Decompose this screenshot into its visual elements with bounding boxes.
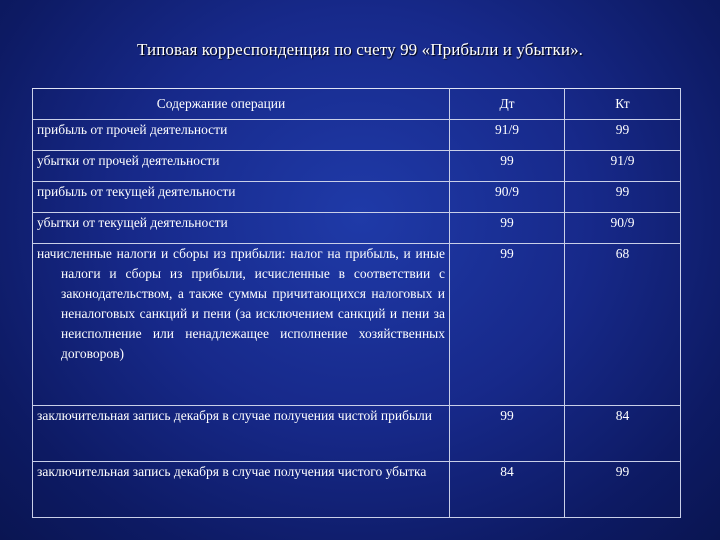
row-operation-text: убытки от прочей деятельности: [37, 153, 220, 168]
row-operation-text: прибыль от прочей деятельности: [37, 122, 228, 137]
header-credit: Кт: [565, 89, 681, 120]
row-operation: [33, 244, 450, 406]
correspondence-table: [32, 88, 681, 518]
row-operation-text: заключительная запись декабря в случае получения чистой прибыли: [37, 408, 432, 423]
table-header-row: [33, 89, 681, 120]
row-debit: 99: [450, 406, 565, 462]
row-operation-text: убытки от текущей деятельности: [37, 215, 228, 230]
row-operation: [33, 182, 450, 213]
row-debit: 99: [450, 151, 565, 182]
row-operation: [33, 151, 450, 182]
table-row: [33, 182, 681, 213]
row-credit: 90/9: [565, 213, 681, 244]
row-credit: 91/9: [565, 151, 681, 182]
row-credit: 99: [565, 120, 681, 151]
table-row: [33, 244, 681, 406]
row-debit: 84: [450, 462, 565, 518]
header-debit: Дт: [450, 89, 565, 120]
table-row: [33, 406, 681, 462]
row-credit: 68: [565, 244, 681, 406]
row-debit: 99: [450, 213, 565, 244]
table-row: [33, 151, 681, 182]
table-row: [33, 120, 681, 151]
row-credit: 99: [565, 462, 681, 518]
table-row: [33, 213, 681, 244]
row-operation-text: прибыль от текущей деятельности: [37, 184, 236, 199]
row-operation-text: начисленные налоги и сборы из прибыли: налог на прибыль, и иные налоги и сборы из прибыли, исчисленные в соответствии с законодательством, а также суммы причитающихся налоговых и неналоговых санкций и пени (за исключением санкций и пени за неисполнение или ненадлежащее исполнение хозяйственных договоров): [37, 246, 445, 361]
slide-title: Типовая корреспонденция по счету 99 «Прибыли и убытки».: [136, 40, 584, 59]
row-credit: 99: [565, 182, 681, 213]
table-row: [33, 462, 681, 518]
row-operation: [33, 406, 450, 462]
row-operation-text: заключительная запись декабря в случае получения чистого убытка: [37, 464, 427, 479]
row-operation: [33, 462, 450, 518]
row-debit: 99: [450, 244, 565, 406]
row-operation: [33, 213, 450, 244]
row-operation: [33, 120, 450, 151]
row-credit: 84: [565, 406, 681, 462]
row-debit: 91/9: [450, 120, 565, 151]
header-operation: Содержание операции: [33, 89, 450, 120]
row-debit: 90/9: [450, 182, 565, 213]
